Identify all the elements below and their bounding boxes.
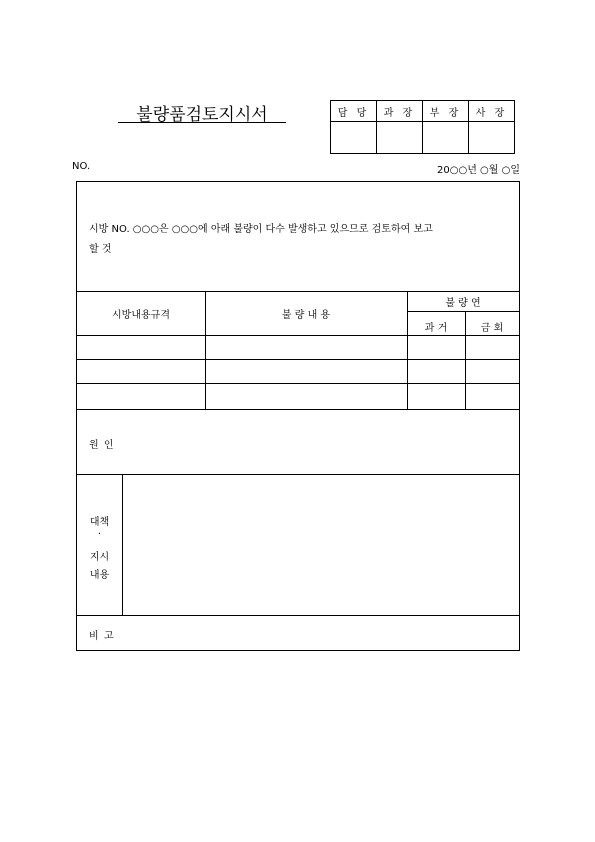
approval-box [330, 100, 515, 154]
header-defect-rate: 불 량 연 [445, 298, 481, 309]
countermeasure-label-3: 지시 [89, 552, 110, 563]
cell-current-2[interactable] [465, 359, 519, 383]
approval-header-president: 사 장 [469, 101, 515, 122]
cell-current-1[interactable] [465, 335, 519, 359]
header-past: 과 거 [424, 323, 448, 334]
countermeasure-label-2: · [97, 529, 102, 540]
countermeasure-content-area[interactable] [123, 475, 519, 615]
remarks-label: 비 고 [89, 631, 115, 642]
divider-defect-rate-header [407, 311, 519, 312]
cell-past-2[interactable] [407, 359, 465, 383]
cell-spec-1[interactable] [77, 335, 205, 359]
header-defect-content: 불 량 내 용 [281, 310, 331, 321]
cell-content-2[interactable] [205, 359, 407, 383]
approval-sign-department-head[interactable] [423, 122, 469, 154]
document-number-label: NO. [72, 161, 91, 172]
divider-countermeasure [77, 615, 519, 616]
divider-row-3 [77, 409, 519, 410]
approval-header-department-head: 부 장 [423, 101, 469, 122]
approval-sign-manager[interactable] [331, 122, 377, 154]
countermeasure-label-1: 대책 [89, 517, 110, 528]
cell-spec-2[interactable] [77, 359, 205, 383]
header-spec: 시방내용규격 [112, 310, 170, 321]
header-current: 금 회 [480, 323, 504, 334]
document-date: 20○○년 ○월 ○일 [437, 165, 520, 176]
title-underline [118, 122, 286, 123]
cell-past-3[interactable] [407, 383, 465, 409]
document-title: 불량품검토지시서 [136, 105, 268, 125]
countermeasure-label-4: 내용 [89, 570, 110, 581]
divider-instruction [77, 291, 519, 292]
approval-sign-section-chief[interactable] [377, 122, 423, 154]
cell-spec-3[interactable] [77, 383, 205, 409]
cause-label: 원 인 [89, 440, 115, 451]
instruction-line-1: 시방 NO. ○○○은 ○○○에 아래 불량이 다수 발생하고 있으므로 검토하여 보고 [89, 224, 433, 235]
inspection-form [76, 181, 520, 651]
instruction-line-2: 할 것 [89, 244, 112, 255]
cell-past-1[interactable] [407, 335, 465, 359]
approval-sign-president[interactable] [469, 122, 515, 154]
cell-content-3[interactable] [205, 383, 407, 409]
approval-header-section-chief: 과 장 [377, 101, 423, 122]
cell-content-1[interactable] [205, 335, 407, 359]
cell-current-3[interactable] [465, 383, 519, 409]
approval-header-manager: 담 당 [331, 101, 377, 122]
